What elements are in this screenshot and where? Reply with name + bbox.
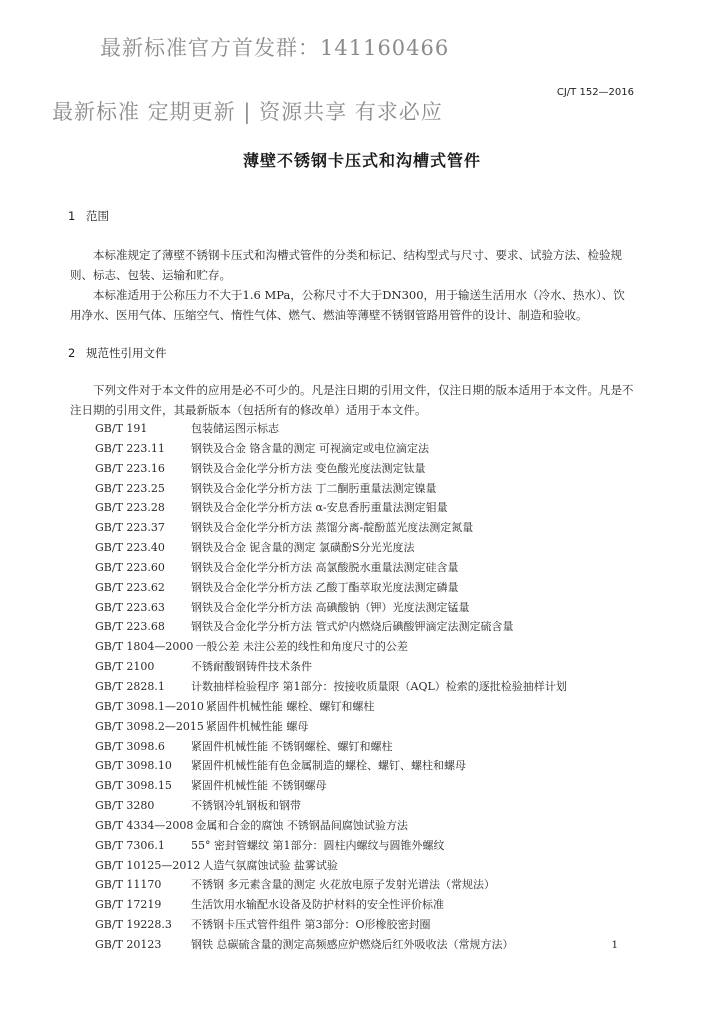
reference-code: GB/T 223.11: [95, 441, 165, 455]
reference-item: [95, 439, 567, 459]
reference-title: 钢铁及合金化学分析方法 高氯酸脱水重量法测定硅含量: [191, 560, 459, 574]
reference-title: 钢铁及合金化学分析方法 高碘酸钠（钾）光度法测定锰量: [191, 600, 470, 614]
reference-code: GB/T 223.62: [95, 580, 165, 594]
reference-title: 钢铁及合金 铬含量的测定 可视滴定或电位滴定法: [191, 441, 429, 455]
reference-item: [95, 697, 567, 717]
reference-title: 不锈钢 多元素含量的测定 火花放电原子发射光谱法（常规法）: [191, 878, 495, 892]
reference-item: [95, 756, 567, 776]
reference-code: GB/T 3098.10: [95, 759, 172, 773]
reference-title: 生活饮用水输配水设备及防护材料的安全性评价标准: [191, 898, 444, 912]
reference-code: GB/T 223.25: [95, 481, 165, 495]
reference-code: GB/T 17219: [95, 898, 162, 912]
reference-item: [95, 518, 567, 538]
references-intro: 下列文件对于本文件的应用是必不可少的。凡是注日期的引用文件，仅注日期的版本适用于本文件。凡是不注日期的引用文件，其最新版本（包括所有的修改单）适用于本文件。: [70, 383, 634, 417]
section-2-heading: [68, 345, 167, 361]
section-1-number: 1: [68, 209, 76, 223]
reference-title: 金属和合金的腐蚀 不锈钢晶间腐蚀试验方法: [195, 818, 408, 832]
reference-code: GB/T 20123: [95, 937, 162, 951]
reference-item: [95, 538, 567, 558]
reference-item: [95, 637, 567, 657]
reference-item: [95, 717, 567, 737]
reference-code: GB/T 3098.6: [95, 739, 165, 753]
reference-item: [95, 935, 567, 955]
reference-code: GB/T 223.28: [95, 501, 165, 515]
reference-code: GB/T 3280: [95, 799, 155, 813]
reference-title: 紧固件机械性能 不锈钢螺母: [191, 779, 327, 793]
reference-item: [95, 419, 567, 439]
reference-code: GB/T 7306.1: [95, 838, 165, 852]
reference-item: [95, 895, 567, 915]
reference-item: [95, 598, 567, 618]
reference-title: 钢铁及合金化学分析方法 变色酸光度法测定钛量: [191, 461, 426, 475]
reference-code: GB/T 4334—2008: [95, 818, 194, 832]
reference-code: GB/T 191: [95, 422, 148, 435]
reference-title: 钢铁 总碳硫含量的测定高频感应炉燃烧后红外吸收法（常规方法）: [191, 937, 514, 951]
reference-title: 计数抽样检验程序 第1部分：按接收质量限（AQL）检索的逐批检验抽样计划: [191, 679, 567, 693]
reference-item: [95, 657, 567, 677]
reference-title: 钢铁及合金 铌含量的测定 氯磺酚S分光光度法: [191, 541, 415, 555]
reference-item: [95, 816, 567, 836]
reference-title: 钢铁及合金化学分析方法 乙酸丁酯萃取光度法测定磷量: [191, 580, 459, 594]
reference-code: GB/T 10125—2012: [95, 858, 201, 872]
section-2-title: 规范性引用文件: [86, 346, 167, 360]
watermark-slogan-line: 最新标准 定期更新 | 资源共享 有求必应: [52, 100, 443, 124]
reference-title: 不锈耐酸钢铸件技术条件: [191, 660, 312, 674]
reference-code: GB/T 223.63: [95, 600, 165, 614]
reference-item: [95, 856, 567, 876]
reference-title: 人造气氛腐蚀试验 盐雾试验: [202, 858, 338, 872]
reference-title: 不锈钢卡压式管件组件 第3部分：O形橡胶密封圈: [191, 918, 431, 932]
watermark-group-line: 最新标准官方首发群：141160466: [100, 36, 450, 60]
reference-list: [95, 419, 567, 955]
scope-paragraph-2: 本标准适用于公称压力不大于1.6 MPa，公称尺寸不大于DN300，用于输送生活用水（冷水、热水）、饮用净水、医用气体、压缩空气、惰性气体、燃气、燃油等薄壁不锈钢管路用管件的设计、制造和验收。: [70, 288, 625, 322]
standard-code: CJ/T 152—2016: [556, 87, 634, 98]
reference-item: [95, 459, 567, 479]
reference-title: 紧固件机械性能 螺母: [205, 719, 309, 733]
reference-code: GB/T 223.68: [95, 620, 165, 634]
scope-paragraph-1: 本标准规定了薄壁不锈钢卡压式和沟槽式管件的分类和标记、结构型式与尺寸、要求、试验方法、检验规则、标志、包装、运输和贮存。: [70, 248, 622, 282]
page-number: 1: [611, 940, 618, 951]
reference-title: 紧固件机械性能有色金属制造的螺栓、螺钉、螺柱和螺母: [191, 759, 466, 773]
reference-title: 紧固件机械性能 螺栓、螺钉和螺柱: [205, 699, 375, 713]
reference-item: [95, 677, 567, 697]
reference-code: GB/T 3098.15: [95, 779, 172, 793]
reference-item: [95, 836, 567, 856]
reference-item: [95, 776, 567, 796]
reference-code: GB/T 2100: [95, 660, 155, 674]
reference-code: GB/T 3098.1—2010: [95, 699, 204, 713]
reference-code: GB/T 11170: [95, 878, 162, 892]
reference-code: GB/T 2828.1: [95, 679, 165, 693]
section-2-number: 2: [68, 346, 76, 360]
reference-item: [95, 617, 567, 637]
reference-code: GB/T 223.37: [95, 521, 165, 535]
section-1-title: 范围: [86, 209, 109, 223]
reference-item: [95, 479, 567, 499]
reference-item: [95, 558, 567, 578]
reference-code: GB/T 223.60: [95, 560, 165, 574]
reference-code: GB/T 223.40: [95, 541, 165, 555]
reference-item: [95, 498, 567, 518]
reference-item: [95, 578, 567, 598]
reference-title: 钢铁及合金化学分析方法 丁二酮肟重量法测定镍量: [191, 481, 437, 495]
reference-title: 不锈钢冷轧钢板和钢带: [191, 799, 301, 813]
reference-title: 钢铁及合金化学分析方法 蒸馏分离-靛酚蓝光度法测定氮量: [191, 521, 474, 535]
reference-title: 紧固件机械性能 不锈钢螺栓、螺钉和螺柱: [191, 739, 393, 753]
reference-title: 55° 密封管螺纹 第1部分：圆柱内螺纹与圆锥外螺纹: [191, 838, 445, 852]
reference-item: [95, 915, 567, 935]
reference-item: [95, 737, 567, 757]
reference-title: 一般公差 未注公差的线性和角度尺寸的公差: [195, 640, 408, 654]
reference-title: 钢铁及合金化学分析方法 α-安息香肟重量法测定钼量: [191, 501, 448, 515]
reference-code: GB/T 1804—2000: [95, 640, 194, 654]
reference-title: 钢铁及合金化学分析方法 管式炉内燃烧后碘酸钾滴定法测定硫含量: [191, 620, 514, 634]
reference-item: [95, 796, 567, 816]
section-1-heading: [68, 208, 109, 224]
reference-item: [95, 875, 567, 895]
reference-code: GB/T 223.16: [95, 461, 165, 475]
reference-code: GB/T 3098.2—2015: [95, 719, 204, 733]
reference-title: 包装储运图示标志: [191, 422, 279, 435]
document-title: 薄壁不锈钢卡压式和沟槽式管件: [242, 151, 481, 170]
reference-code: GB/T 19228.3: [95, 918, 172, 932]
